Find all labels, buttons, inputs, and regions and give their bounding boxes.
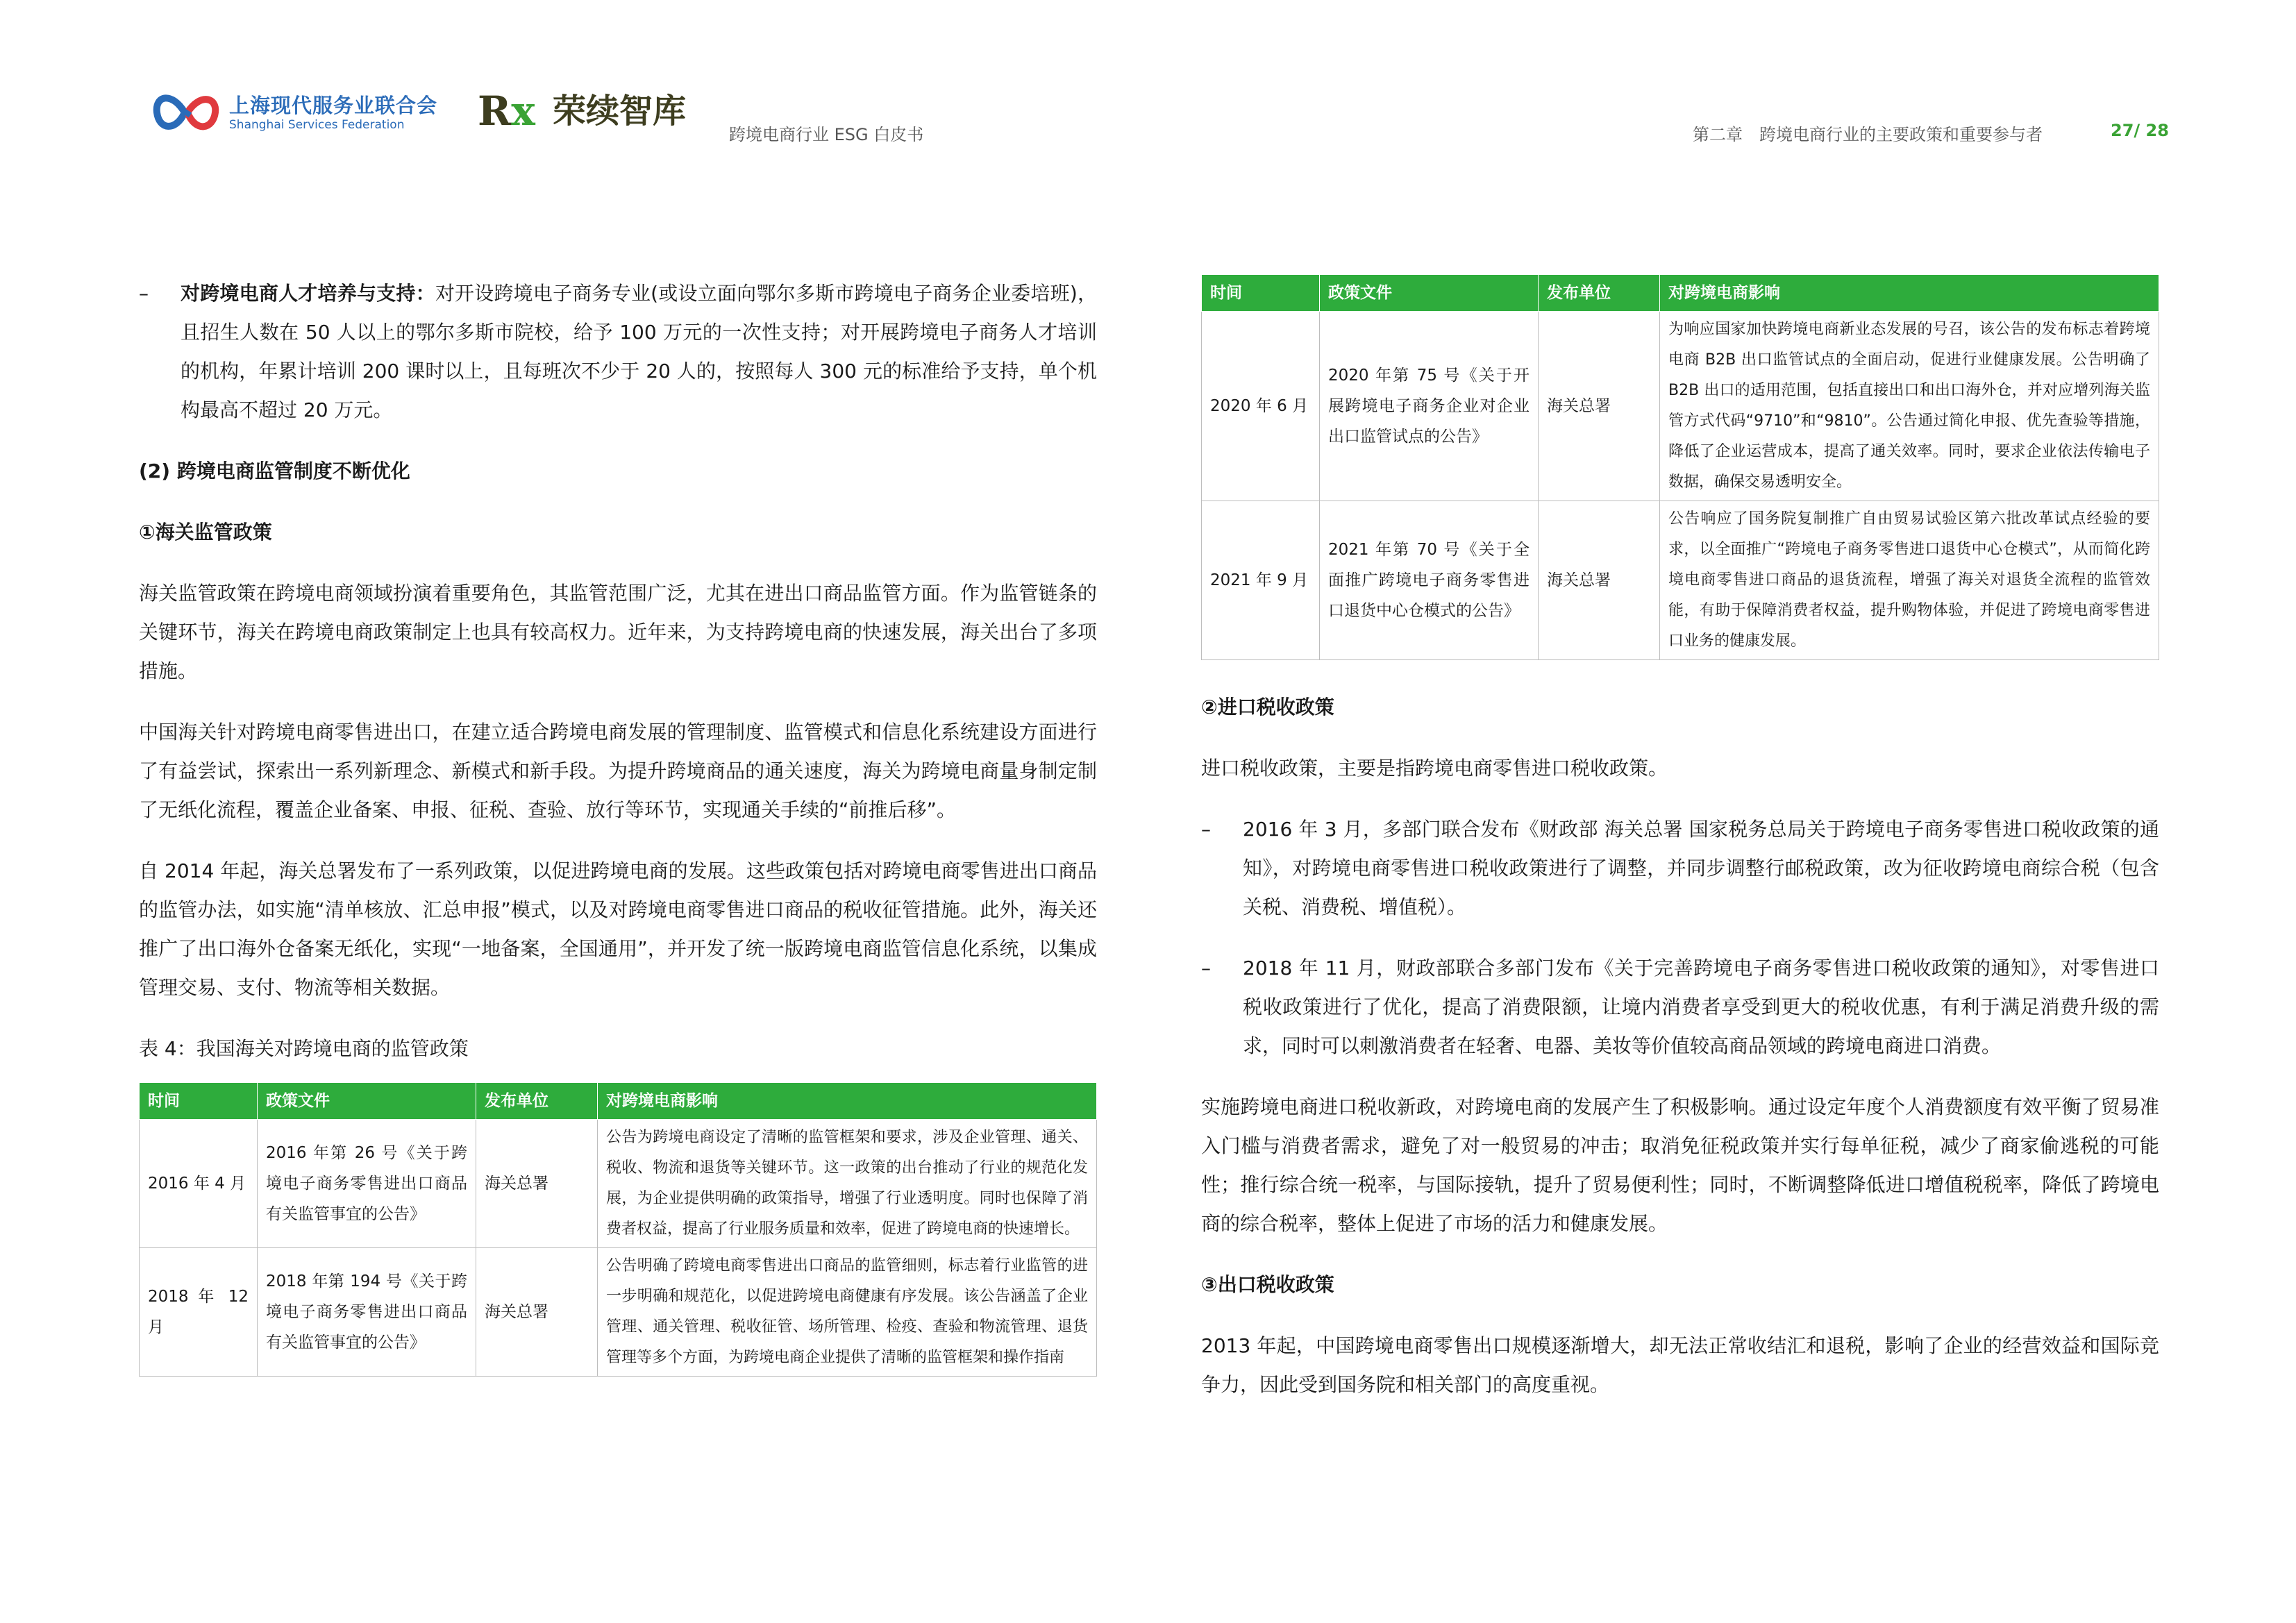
table-row [1202,501,2159,660]
import-tax-heading: ②进口税收政策 [1201,696,1334,718]
column-header: 时间 [140,1083,258,1120]
federation-name-cn: 上海现代服务业联合会 [229,94,438,117]
cell-impact: 公告为跨境电商设定了清晰的监管框架和要求，涉及企业管理、通关、税收、物流和退货等关键环节。这一政策的出台推动了行业的规范化发展，为企业提供明确的政策指导，增强了行业透明度。同时也保障了消费者权益，提高了行业服务质量和效率，促进了跨境电商的快速增长。 [598,1120,1097,1248]
bullet-bold-lead: 对跨境电商人才培养与支持： [181,282,435,305]
cell-time: 2018 年 12 月 [140,1248,258,1377]
cell-doc: 2018 年第 194 号《关于跨境电子商务零售进出口商品有关监管事宜的公告》 [258,1248,476,1377]
table-row [1202,312,2159,501]
column-header: 政策文件 [258,1083,476,1120]
federation-name-en: Shanghai Services Federation [229,118,405,132]
paragraph: 实施跨境电商进口税收新政，对跨境电商的发展产生了积极影响。通过设定年度个人消费额度有效平衡了贸易准入门槛与消费者需求，避免了对一般贸易的冲击；取消免征税政策并实行每单征税，减少了商家偷逃税的可能性；推行综合统一税率，与国际接轨，提升了贸易便利性；同时，不断调整降低进口增值税税率，降低了跨境电商的综合税率，整体上促进了市场的活力和健康发展。 [1201,1095,2159,1235]
export-tax-heading: ③出口税收政策 [1201,1273,1334,1296]
cell-issuer: 海关总署 [1539,501,1660,660]
federation-emblem-icon [151,85,221,140]
chapter-title: 第二章 跨境电商行业的主要政策和重要参与者 [1693,125,2043,144]
paragraph: 自 2014 年起，海关总署发布了一系列政策，以促进跨境电商的发展。这些政策包括对跨境电商零售进出口商品的监管办法，如实施“清单核放、汇总申报”模式，以及对跨境电商零售进口商品的税收征管措施。此外，海关还推广了出口海外仓备案无纸化，实现“一地备案，全国通用”，并开发了统一版跨境电商监管信息化系统，以集成管理交易、支付、物流等相关数据。 [139,859,1097,999]
document-title: 跨境电商行业 ESG 白皮书 [729,125,924,144]
page-number: 27/ 28 [2111,121,2169,140]
cell-doc: 2021 年第 70 号《关于全面推广跨境电子商务零售进口退货中心仓模式的公告》 [1320,501,1539,660]
table-caption: 表 4：我国海关对跨境电商的监管政策 [139,1037,469,1060]
rx-logo-icon: Rx [478,87,535,135]
page-header [0,0,2296,160]
talent-support-bullet: – 对跨境电商人才培养与支持：对开设跨境电子商务专业(或设立面向鄂尔多斯市跨境电子商务企业委培班)，且招生人数在 50 人以上的鄂尔多斯市院校，给予 100 万元的一次性支持；对开展跨境电子商务人才培训的机构，年累计培训 200 课时以上，且每班次不少于 20 人的，按照每人 300 元的标准给予支持，单个机构最高不超过 20 万元。 [139,282,1097,421]
customs-policy-table-continued [1201,274,2159,660]
section-heading: (2) 跨境电商监管制度不断优化 [139,460,410,482]
column-header: 发布单位 [476,1083,598,1120]
customs-policy-table [139,1082,1097,1377]
cell-doc: 2016 年第 26 号《关于跨境电子商务零售进出口商品有关监管事宜的公告》 [258,1120,476,1248]
cell-issuer: 海关总署 [476,1120,598,1248]
bullet-text: 2016 年 3 月，多部门联合发布《财政部 海关总署 国家税务总局关于跨境电子商务零售进口税收政策的通知》，对跨境电商零售进口税收政策进行了调整，并同步调整行邮税政策，改为征收跨境电商综合税（包含关税、消费税、增值税）。 [1243,818,2159,918]
cell-impact: 公告响应了国务院复制推广自由贸易试验区第六批改革试点经验的要求，以全面推广“跨境电子商务零售进口退货中心仓模式”，从而简化跨境电商零售进口商品的退货流程，增强了海关对退货全流程的监管效能，有助于保障消费者权益，提升购物体验，并促进了跨境电商零售进口业务的健康发展。 [1660,501,2159,660]
paragraph: 2013 年起，中国跨境电商零售出口规模逐渐增大，却无法正常收结汇和退税，影响了企业的经营效益和国际竞争力，因此受到国务院和相关部门的高度重视。 [1201,1334,2159,1396]
bullet-text: 对开设跨境电子商务专业(或设立面向鄂尔多斯市跨境电子商务企业委培班)，且招生人数在 50 人以上的鄂尔多斯市院校，给予 100 万元的一次性支持；对开展跨境电子商务人才培训的机构，年累计培训 200 课时以上，且每班次不少于 20 人的，按照每人 300 元的标准给予支持，单个机构最高不超过 20 万元。 [181,282,1097,421]
paragraph: 进口税收政策，主要是指跨境电商零售进口税收政策。 [1201,757,1668,780]
cell-impact: 为响应国家加快跨境电商新业态发展的号召，该公告的发布标志着跨境电商 B2B 出口监管试点的全面启动，促进行业健康发展。公告明确了 B2B 出口的适用范围，包括直接出口和出口海外仓，并对应增列海关监管方式代码“9710”和“9810”。公告通过简化申报、优先查验等措施，降低了企业运营成本，提高了通关效率。同时，要求企业依法传输电子数据，确保交易透明安全。 [1660,312,2159,501]
shanghai-services-federation-logo [151,85,443,140]
column-header: 政策文件 [1320,275,1539,312]
left-column [139,274,1097,1377]
cell-time: 2020 年 6 月 [1202,312,1320,501]
column-header: 对跨境电商影响 [1660,275,2159,312]
cell-doc: 2020 年第 75 号《关于开展跨境电子商务企业对企业出口监管试点的公告》 [1320,312,1539,501]
column-header: 对跨境电商影响 [598,1083,1097,1120]
table-row [140,1120,1097,1248]
tax-policy-bullet-2018: – 2018 年 11 月，财政部联合多部门发布《关于完善跨境电子商务零售进口税收政策的通知》，对零售进口税收政策进行了优化，提高了消费限额，让境内消费者享受到更大的税收优惠，有利于满足消费升级的需求，同时可以刺激消费者在轻奢、电器、美妆等价值较高商品领域的跨境电商进口消费。 [1201,957,2159,1057]
tax-policy-bullet-2016: – 2016 年 3 月，多部门联合发布《财政部 海关总署 国家税务总局关于跨境电子商务零售进口税收政策的通知》，对跨境电商零售进口税收政策进行了调整，并同步调整行邮税政策，改为征收跨境电商综合税（包含关税、消费税、增值税）。 [1201,818,2159,918]
customs-policy-heading: ①海关监管政策 [139,521,272,544]
paragraph: 海关监管政策在跨境电商领域扮演着重要角色，其监管范围广泛，尤其在进出口商品监管方面。作为监管链条的关键环节，海关在跨境电商政策制定上也具有较高权力。近年来，为支持跨境电商的快速发展，海关出台了多项措施。 [139,582,1097,682]
column-header: 时间 [1202,275,1320,312]
cell-impact: 公告明确了跨境电商零售进出口商品的监管细则，标志着行业监管的进一步明确和规范化，以促进跨境电商健康有序发展。该公告涵盖了企业管理、通关管理、税收征管、场所管理、检疫、查验和物流管理、退货管理等多个方面，为跨境电商企业提供了清晰的监管框架和操作指南 [598,1248,1097,1377]
table-header-row [1202,275,2159,312]
rongxu-name: 荣续智库 [553,92,687,131]
cell-issuer: 海关总署 [1539,312,1660,501]
bullet-text: 2018 年 11 月，财政部联合多部门发布《关于完善跨境电子商务零售进口税收政策的通知》，对零售进口税收政策进行了优化，提高了消费限额，让境内消费者享受到更大的税收优惠，有利于满足消费升级的需求，同时可以刺激消费者在轻奢、电器、美妆等价值较高商品领域的跨境电商进口消费。 [1243,957,2159,1057]
rongxu-think-tank-logo [478,83,707,139]
column-header: 发布单位 [1539,275,1660,312]
table-row [140,1248,1097,1377]
table-header-row [140,1083,1097,1120]
paragraph: 中国海关针对跨境电商零售进出口，在建立适合跨境电商发展的管理制度、监管模式和信息化系统建设方面进行了有益尝试，探索出一系列新理念、新模式和新手段。为提升跨境商品的通关速度，海关为跨境电商量身制定制了无纸化流程，覆盖企业备案、申报、征税、查验、放行等环节，实现通关手续的“前推后移”。 [139,721,1097,821]
right-column [1201,274,2159,1427]
cell-time: 2021 年 9 月 [1202,501,1320,660]
cell-time: 2016 年 4 月 [140,1120,258,1248]
cell-issuer: 海关总署 [476,1248,598,1377]
